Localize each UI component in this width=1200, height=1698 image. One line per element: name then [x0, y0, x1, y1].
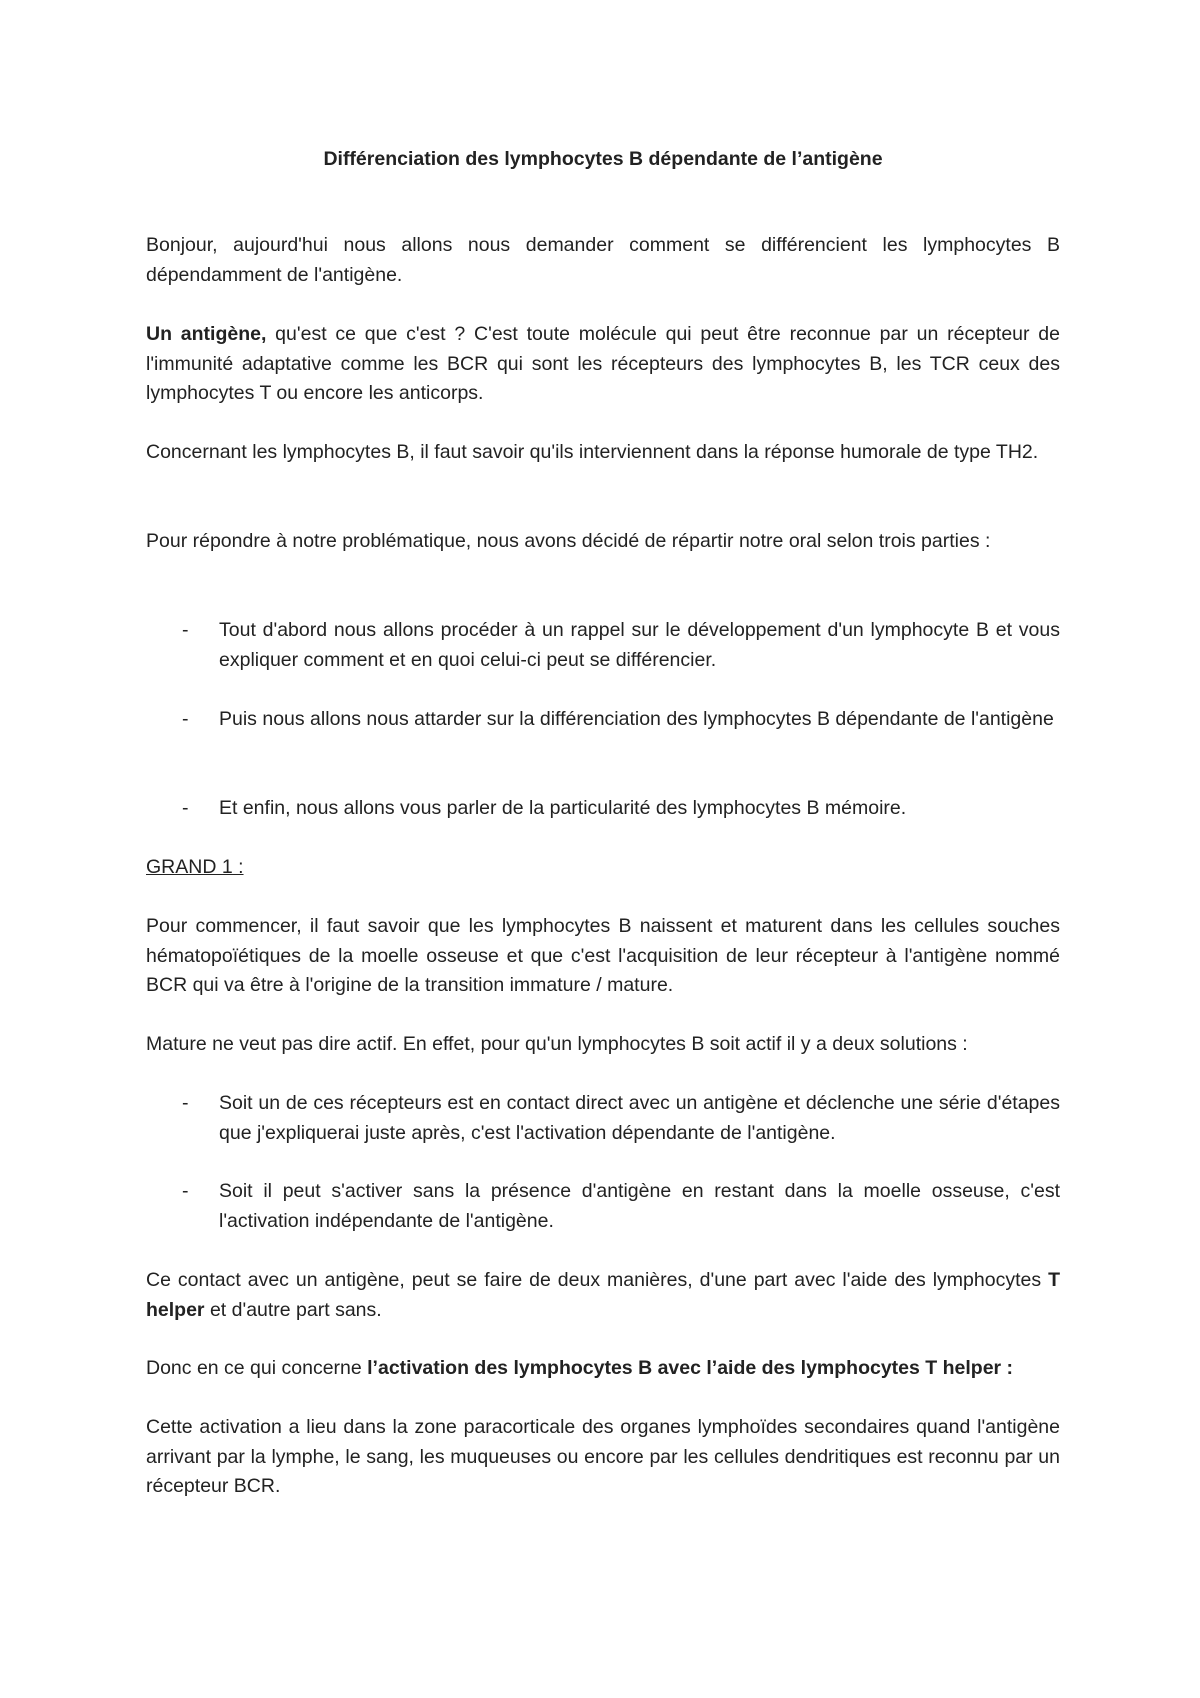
mature-item-text: Soit un de ces récepteurs est en contact direct avec un antigène et déclenche une série d'étapes que j'expliquerai juste après, c'est l'activation dépendante de l'antigène. — [219, 1092, 1060, 1144]
bullet-dash: - — [182, 708, 189, 730]
plan-intro-paragraph: Pour répondre à notre problématique, nous avons décidé de répartir notre oral selon trois parties : — [146, 530, 991, 552]
intro-paragraph: Bonjour, aujourd'hui nous allons nous demander comment se différencient les lymphocytes B dépendamment de l'antigène. — [146, 234, 1060, 286]
activation-heading: l’activation des lymphocytes B avec l’aide des lymphocytes T helper : — [367, 1357, 1014, 1379]
plan-item-text: Puis nous allons nous attarder sur la différenciation des lymphocytes B dépendante de l'antigène — [219, 708, 1054, 730]
bullet-dash: - — [182, 619, 189, 641]
donc-text: Donc en ce qui concerne — [146, 1357, 368, 1379]
contact-text: Ce contact avec un antigène, peut se faire de deux manières, d'une part avec l'aide des lymphocytes — [146, 1269, 1049, 1291]
mature-paragraph: Mature ne veut pas dire actif. En effet, pour qu'un lymphocytes B soit actif il y a deux solutions : — [146, 1033, 968, 1055]
t-helper-label: T helper — [146, 1269, 1060, 1321]
contact-paragraph — [146, 1266, 1060, 1325]
document-title: Différenciation des lymphocytes B dépendante de l’antigène — [323, 148, 883, 170]
bullet-dash: - — [182, 1180, 189, 1202]
bullet-dash: - — [182, 797, 189, 819]
antigen-paragraph — [146, 320, 1060, 409]
activation-paragraph: Cette activation a lieu dans la zone paracorticale des organes lymphoïdes secondaires quand l'antigène arrivant par la lymphe, le sang, les muqueuses ou encore par les cellules dendritiques est reconnu par un récepteur BCR. — [146, 1416, 1060, 1497]
antigen-label: Un antigène, — [146, 323, 267, 345]
mature-item-text: Soit il peut s'activer sans la présence d'antigène en restant dans la moelle osseuse, c'est l'activation indépendante de l'antigène. — [219, 1180, 1060, 1232]
bullet-dash: - — [182, 1092, 189, 1114]
plan-item-text: Tout d'abord nous allons procéder à un rappel sur le développement d'un lymphocyte B et vous expliquer comment et en quoi celui-ci peut se différencier. — [219, 619, 1060, 671]
start-paragraph: Pour commencer, il faut savoir que les lymphocytes B naissent et maturent dans les cellules souches hématopoïétiques de la moelle osseuse et que c'est l'acquisition de leur récepteur à l'antigène nommé BCR qui va être à l'origine de la transition immature / mature. — [146, 915, 1060, 996]
section-heading: GRAND 1 : — [146, 856, 244, 878]
lymphocytes-b-paragraph: Concernant les lymphocytes B, il faut savoir qu'ils interviennent dans la réponse humorale de type TH2. — [146, 441, 1039, 463]
antigen-text: qu'est ce que c'est ? C'est toute molécule qui peut être reconnue par un récepteur de l'immunité adaptative comme les BCR qui sont les récepteurs des lymphocytes B, les TCR ceux des lymphocytes T ou encore les anticorps. — [146, 323, 1060, 404]
contact-text-end: et d'autre part sans. — [204, 1298, 382, 1321]
plan-item-text: Et enfin, nous allons vous parler de la particularité des lymphocytes B mémoire. — [219, 797, 907, 819]
donc-paragraph — [146, 1354, 1060, 1384]
